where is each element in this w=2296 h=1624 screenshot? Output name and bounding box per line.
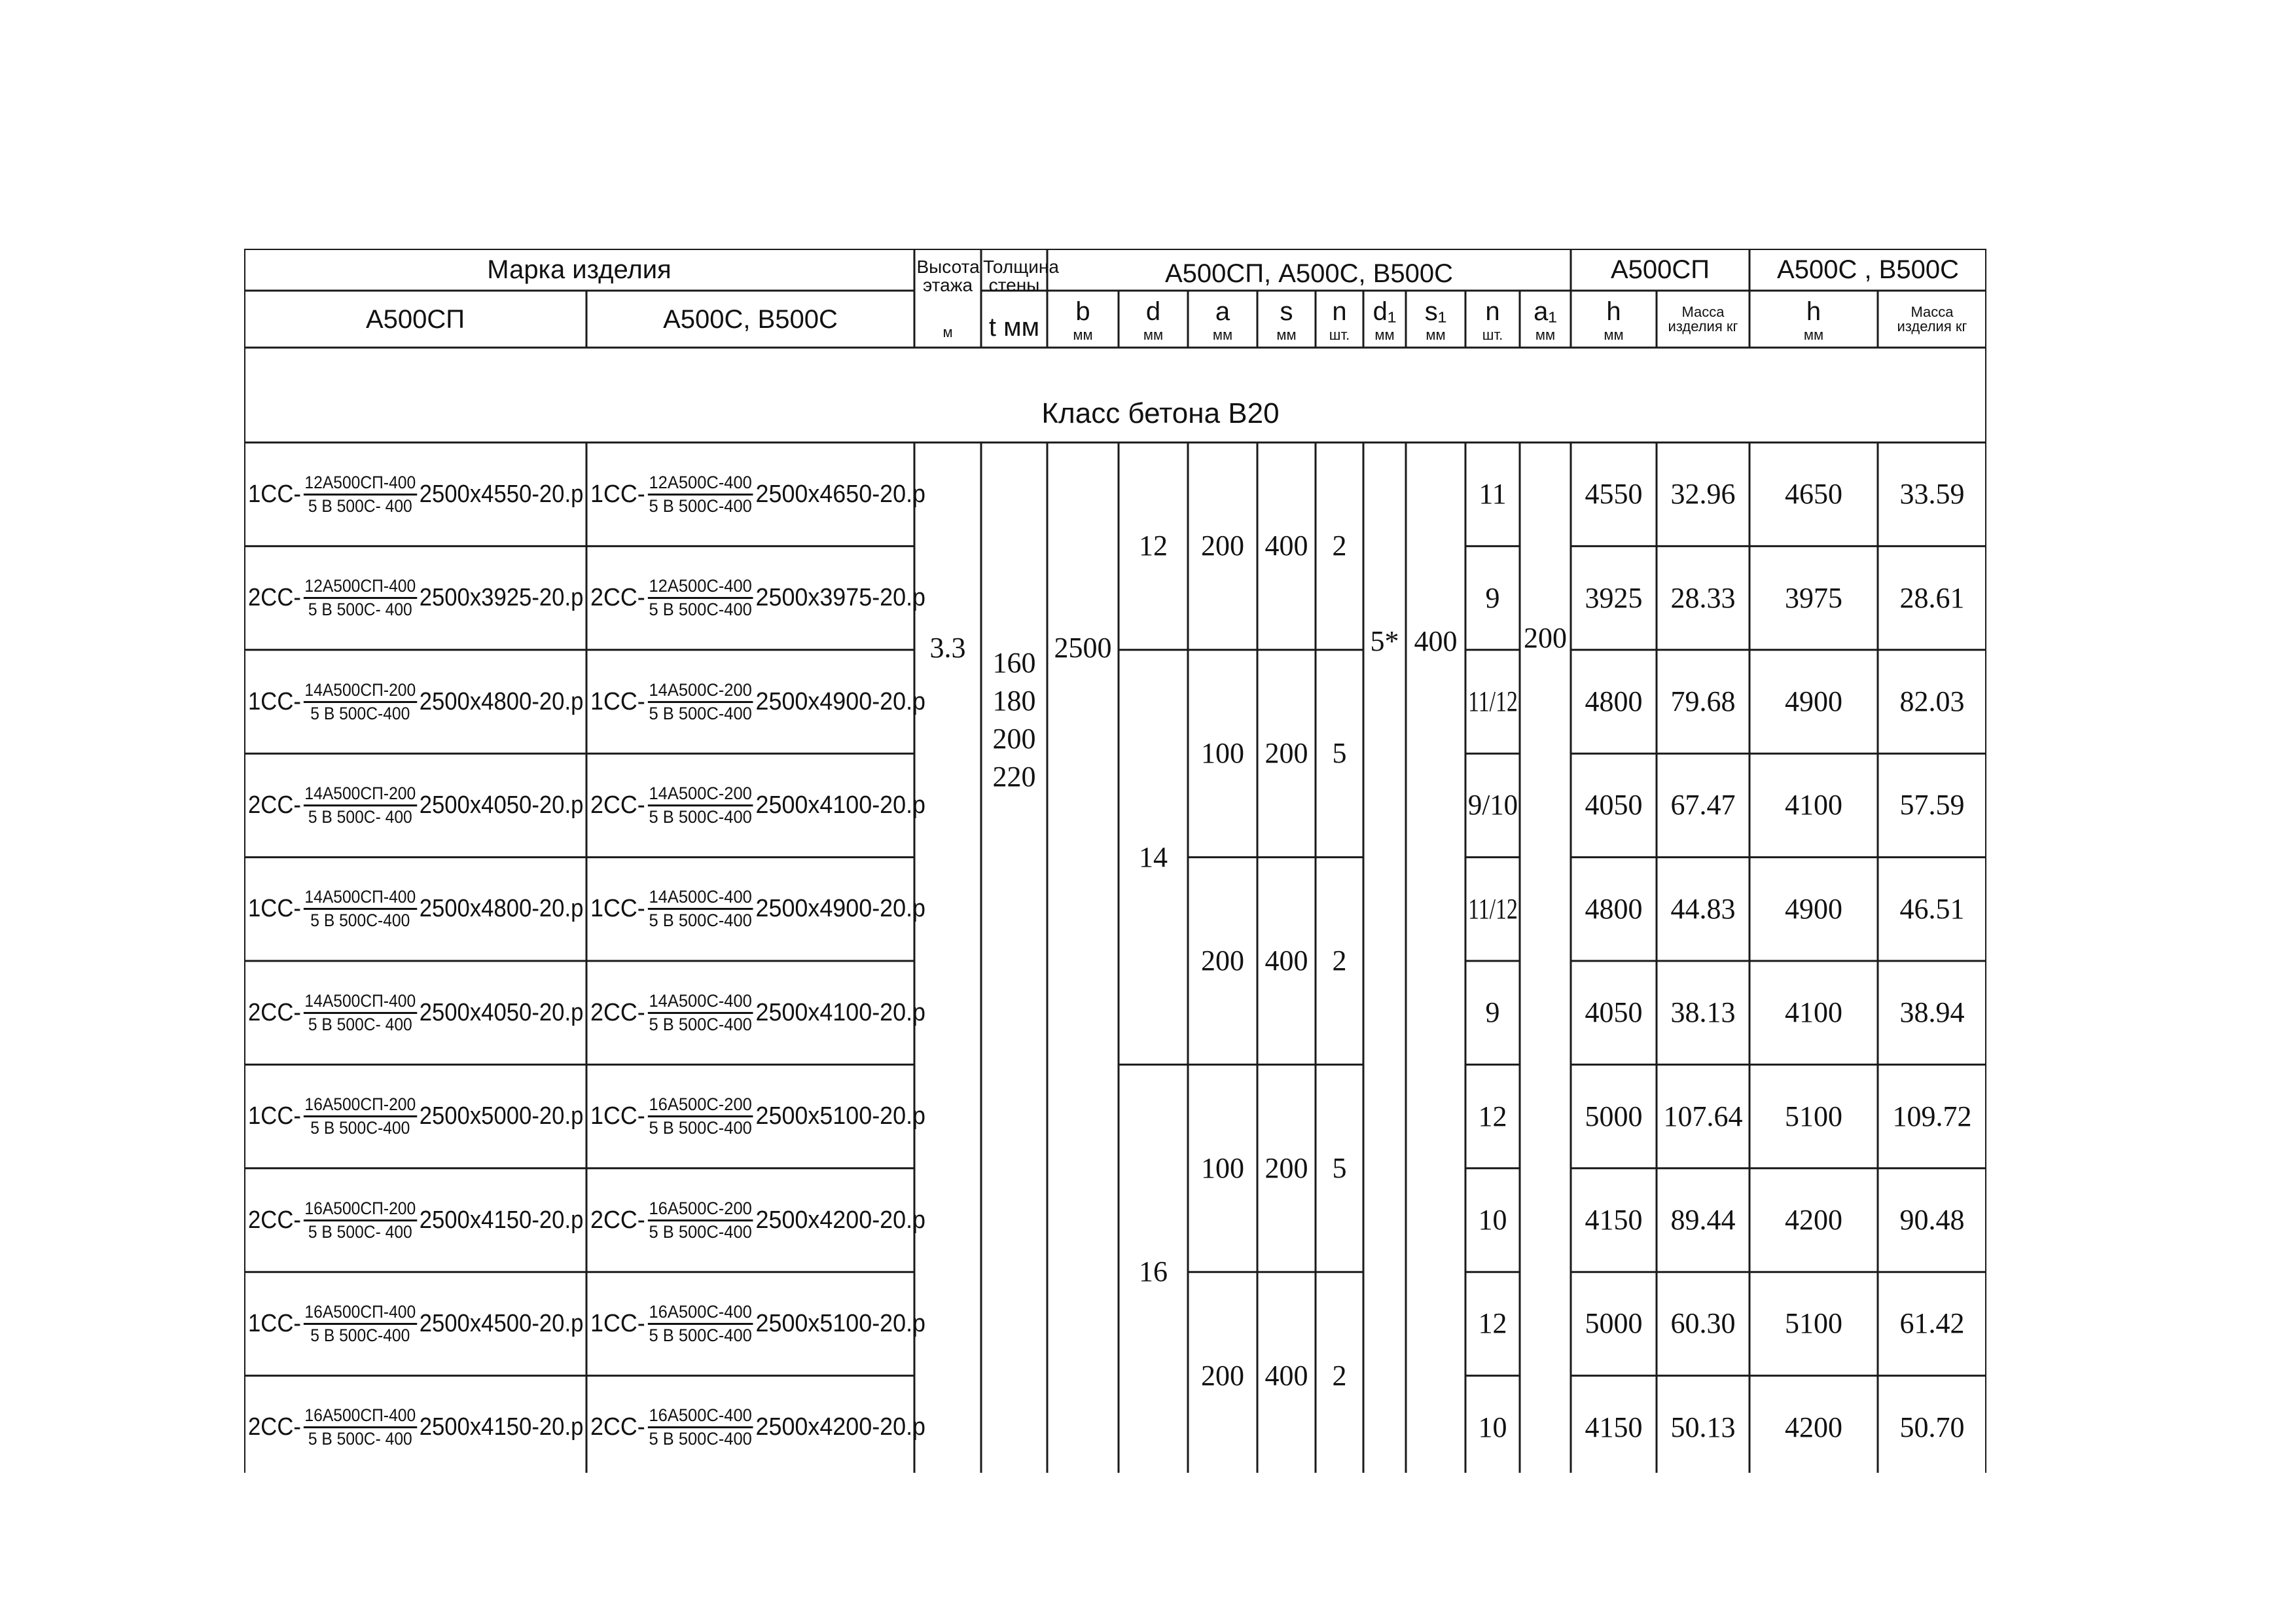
mark-denominator: 5 В 500С-400: [649, 1118, 752, 1138]
d-value: 14: [1139, 840, 1168, 873]
header-height-unit: м: [942, 324, 953, 340]
mark-fraction: [304, 1405, 417, 1449]
mark-a500sp: [248, 779, 583, 831]
mark-numerator: 12А500С-400: [648, 473, 753, 496]
header-h-s-symbol: h: [1806, 297, 1821, 326]
mark-denominator: 5 В 500С-400: [649, 1429, 752, 1449]
mark-prefix: 2СС-: [590, 1413, 645, 1441]
mark-denominator: 5 В 500С-400: [310, 1325, 410, 1345]
mark-numerator: 14А500С-200: [648, 784, 753, 806]
header-col-symbol: s₁: [1424, 297, 1447, 326]
header-mass-s: Масса изделия кг: [1897, 304, 1967, 334]
header-col-unit: мм: [1212, 327, 1233, 343]
header-col-unit: мм: [1535, 327, 1556, 343]
mark-suffix: 2500х4050-20.р: [419, 998, 584, 1026]
mark-suffix: 2500х4900-20.р: [755, 895, 926, 923]
mark-suffix: 2500х4100-20.р: [755, 791, 926, 819]
mark-a500s: [590, 883, 925, 935]
h-a500s: 4100: [1785, 789, 1842, 821]
mark-a500s: [590, 1401, 925, 1454]
wall-thickness-list-part: 180: [992, 685, 1036, 717]
mark-fraction: [304, 887, 417, 931]
a-value: 200: [1201, 945, 1244, 977]
mark-fraction: [648, 680, 753, 724]
a-value: 200: [1201, 1359, 1244, 1392]
a-value: 200: [1201, 530, 1244, 562]
mark-suffix: 2500х4200-20.р: [755, 1413, 926, 1441]
mark-a500s: [590, 676, 925, 728]
mark-a500sp: [248, 1297, 583, 1350]
mark-suffix: 2500х5100-20.р: [755, 1102, 926, 1130]
header-col-unit: мм: [1374, 327, 1395, 343]
mark-denominator: 5 В 500С-400: [310, 911, 410, 931]
mark-prefix: 2СС-: [248, 1413, 301, 1441]
mark-prefix: 2СС-: [248, 791, 301, 819]
mark-suffix: 2500х4150-20.р: [419, 1206, 584, 1234]
h-a500sp: 4800: [1585, 892, 1643, 925]
n2-value: 11: [1479, 478, 1507, 511]
h-a500s: 3975: [1785, 581, 1842, 614]
header-h-sp-symbol: h: [1606, 297, 1621, 326]
floor-height: 3.3: [929, 632, 966, 664]
mark-numerator: 12А500СП-400: [304, 473, 417, 496]
mark-numerator: 16А500С-400: [648, 1302, 753, 1325]
mark-fraction: [648, 991, 753, 1035]
mark-fraction: [648, 473, 753, 516]
reinforcement-table: [244, 249, 1986, 1473]
mark-fraction: [304, 784, 417, 827]
mark-suffix: 2500х3975-20.р: [755, 584, 926, 612]
n2-value: 11/12: [1467, 685, 1518, 717]
mark-a500s: [590, 779, 925, 831]
mark-denominator: 5 В 500С- 400: [308, 600, 412, 620]
mark-numerator: 14А500С-400: [648, 991, 753, 1014]
mark-denominator: 5 В 500С- 400: [308, 1429, 412, 1449]
mark-numerator: 12А500С-400: [648, 576, 753, 599]
header-col-symbol: d₁: [1372, 297, 1397, 326]
mark-denominator: 5 В 500С-400: [649, 1014, 752, 1034]
h-a500sp: 4050: [1585, 996, 1643, 1029]
mark-a500s: [590, 986, 925, 1039]
s-value: 200: [1265, 737, 1308, 770]
mark-fraction: [304, 1302, 417, 1346]
mark-a500sp: [248, 1194, 583, 1246]
mark-fraction: [648, 1302, 753, 1346]
mark-denominator: 5 В 500С-400: [649, 911, 752, 931]
mark-a500sp: [248, 468, 583, 520]
mass-a500sp: 32.96: [1670, 478, 1736, 511]
s-value: 400: [1265, 530, 1308, 562]
wall-thickness-list-part: 200: [992, 723, 1036, 755]
wall-thickness-list-part: 160: [992, 647, 1036, 679]
mark-suffix: 2500х4100-20.р: [755, 998, 926, 1026]
mark-suffix: 2500х5100-20.р: [755, 1309, 926, 1337]
mass-a500s: 61.42: [1899, 1307, 1965, 1340]
mark-prefix: 1СС-: [248, 1309, 301, 1337]
mass-a500sp: 79.68: [1670, 685, 1736, 717]
mass-a500sp: 38.13: [1670, 996, 1736, 1029]
mark-prefix: 2СС-: [590, 791, 645, 819]
header-thick-unit: t мм: [988, 313, 1040, 342]
h-a500sp: 4150: [1585, 1204, 1643, 1236]
mark-denominator: 5 В 500С-400: [649, 806, 752, 827]
mark-denominator: 5 В 500С- 400: [308, 1014, 412, 1034]
mark-suffix: 2500х5000-20.р: [419, 1102, 584, 1130]
header-col-unit: мм: [1276, 327, 1297, 343]
a-value: 100: [1201, 1151, 1244, 1184]
mark-a500sp: [248, 572, 583, 624]
n-value: 2: [1332, 530, 1347, 562]
mark-denominator: 5 В 500С-400: [649, 1221, 752, 1242]
header-mass-sp: Масса изделия кг: [1668, 304, 1738, 334]
mark-numerator: 16А500С-200: [648, 1199, 753, 1221]
mass-a500s: 57.59: [1899, 789, 1965, 821]
mark-numerator: 12А500СП-400: [304, 576, 417, 599]
n2-value: 12: [1478, 1100, 1507, 1132]
mark-suffix: 2500х3925-20.р: [419, 584, 584, 612]
mass-a500sp: 67.47: [1670, 789, 1736, 821]
n2-value: 9: [1485, 996, 1500, 1029]
mark-a500s: [590, 572, 925, 624]
n2-value: 9: [1485, 581, 1500, 614]
n-value: 5: [1332, 1151, 1347, 1184]
mark-prefix: 2СС-: [248, 584, 301, 612]
mark-fraction: [304, 576, 417, 620]
mark-a500sp: [248, 1091, 583, 1143]
mark-denominator: 5 В 500С- 400: [308, 806, 412, 827]
mass-a500s: 50.70: [1899, 1411, 1965, 1443]
mass-a500sp: 28.33: [1670, 581, 1736, 614]
n2-value: 10: [1478, 1411, 1507, 1443]
mass-a500sp: 60.30: [1670, 1307, 1736, 1340]
h-a500sp: 5000: [1585, 1100, 1643, 1132]
mark-prefix: 1СС-: [590, 687, 645, 715]
h-a500sp: 3925: [1585, 581, 1643, 614]
mass-a500s: 46.51: [1899, 892, 1965, 925]
header-col-unit: шт.: [1329, 327, 1350, 343]
mark-numerator: 14А500С-200: [648, 680, 753, 703]
mark-prefix: 1СС-: [590, 1102, 645, 1130]
wall-thickness-list: [993, 644, 1036, 796]
mark-prefix: 1СС-: [248, 1102, 301, 1130]
mark-denominator: 5 В 500С-400: [649, 703, 752, 723]
h-a500s: 4100: [1785, 996, 1842, 1029]
n-value: 5: [1332, 737, 1347, 770]
mass-a500sp: 89.44: [1670, 1204, 1736, 1236]
mark-prefix: 1СС-: [248, 895, 301, 923]
d-value: 12: [1139, 530, 1168, 562]
h-a500s: 4200: [1785, 1411, 1842, 1443]
s-value: 400: [1265, 945, 1308, 977]
a-value: 100: [1201, 737, 1244, 770]
mark-denominator: 5 В 500С-400: [649, 1325, 752, 1345]
header-marka: Марка изделия: [487, 255, 672, 284]
h-a500s: 4900: [1785, 892, 1842, 925]
h-a500sp: 5000: [1585, 1307, 1643, 1340]
n2-value: 11/12: [1467, 892, 1518, 925]
header-col-symbol: a₁: [1534, 297, 1557, 326]
h-a500s: 4200: [1785, 1204, 1842, 1236]
header-h-sp-unit: мм: [1604, 327, 1624, 343]
mark-fraction: [304, 473, 417, 516]
header-height-label: Высота этажа: [916, 257, 980, 295]
mark-denominator: 5 В 500С-400: [649, 600, 752, 620]
h-a500s: 5100: [1785, 1307, 1842, 1340]
mark-fraction: [648, 1405, 753, 1449]
mark-numerator: 16А500СП-200: [304, 1199, 417, 1221]
h-a500sp: 4800: [1585, 685, 1643, 717]
mark-prefix: 2СС-: [590, 1206, 645, 1234]
mark-a500sp: [248, 986, 583, 1039]
mark-a500s: [590, 468, 925, 520]
mass-a500s: 82.03: [1899, 685, 1965, 717]
mass-a500s: 38.94: [1899, 996, 1965, 1029]
mark-a500s: [590, 1091, 925, 1143]
mass-a500s: 33.59: [1899, 478, 1965, 511]
a1-value: 200: [1524, 622, 1567, 654]
header-a500s-b500s: А500С, В500С: [663, 305, 838, 334]
n-value: 2: [1332, 945, 1347, 977]
h-a500sp: 4050: [1585, 789, 1643, 821]
header-h-s-unit: мм: [1803, 327, 1824, 343]
mark-a500sp: [248, 676, 583, 728]
mark-suffix: 2500х4200-20.р: [755, 1206, 926, 1234]
mark-numerator: 16А500СП-200: [304, 1094, 417, 1117]
header-thick-label: Толщина стены: [983, 257, 1059, 295]
mark-numerator: 14А500СП-400: [304, 887, 417, 910]
mark-a500sp: [248, 1401, 583, 1454]
mark-fraction: [304, 1199, 417, 1242]
mass-a500sp: 107.64: [1663, 1100, 1743, 1132]
s-value: 400: [1265, 1359, 1308, 1392]
mark-suffix: 2500х4900-20.р: [755, 687, 926, 715]
header-col-symbol: s: [1280, 297, 1293, 326]
mark-prefix: 1СС-: [590, 1309, 645, 1337]
mass-a500s: 28.61: [1899, 581, 1965, 614]
mark-numerator: 16А500СП-400: [304, 1302, 417, 1325]
mark-fraction: [648, 887, 753, 931]
header-col-unit: мм: [1073, 327, 1093, 343]
header-a500sp: А500СП: [365, 305, 465, 334]
s1-value: 400: [1414, 625, 1458, 657]
b-value: 2500: [1054, 632, 1112, 664]
mark-prefix: 2СС-: [248, 998, 301, 1026]
header-col-unit: мм: [1426, 327, 1446, 343]
mark-suffix: 2500х4500-20.р: [419, 1309, 584, 1337]
mark-prefix: 2СС-: [590, 584, 645, 612]
mark-fraction: [648, 1199, 753, 1242]
mark-a500sp: [248, 883, 583, 935]
mark-denominator: 5 В 500С-400: [310, 703, 410, 723]
mark-a500s: [590, 1297, 925, 1350]
mass-a500s: 90.48: [1899, 1204, 1965, 1236]
mark-numerator: 14А500С-400: [648, 887, 753, 910]
header-col-symbol: a: [1215, 297, 1230, 326]
header-group-s: А500С , В500С: [1777, 255, 1959, 284]
header-col-symbol: n: [1485, 297, 1500, 326]
mark-fraction: [648, 576, 753, 620]
mark-numerator: 16А500С-400: [648, 1405, 753, 1428]
mark-suffix: 2500х4550-20.р: [419, 480, 584, 508]
mass-a500sp: 50.13: [1670, 1411, 1736, 1443]
mark-denominator: 5 В 500С- 400: [308, 496, 412, 516]
mass-a500s: 109.72: [1892, 1100, 1972, 1132]
mark-a500s: [590, 1194, 925, 1246]
mark-fraction: [304, 1094, 417, 1138]
mark-suffix: 2500х4800-20.р: [419, 895, 584, 923]
mark-prefix: 1СС-: [248, 480, 301, 508]
mark-suffix: 2500х4050-20.р: [419, 791, 584, 819]
mark-numerator: 16А500С-200: [648, 1094, 753, 1117]
n2-value: 9/10: [1467, 789, 1518, 821]
mark-suffix: 2500х4150-20.р: [419, 1413, 584, 1441]
header-col-symbol: d: [1145, 297, 1161, 326]
mark-prefix: 1СС-: [590, 480, 645, 508]
header-group-all: А500СП, А500С, В500С: [1164, 259, 1454, 288]
mark-denominator: 5 В 500С- 400: [308, 1221, 412, 1242]
mark-suffix: 2500х4800-20.р: [419, 687, 584, 715]
h-a500sp: 4150: [1585, 1411, 1643, 1443]
n2-value: 12: [1478, 1307, 1507, 1340]
table-grid: [244, 249, 1986, 1473]
mark-prefix: 2СС-: [590, 998, 645, 1026]
mark-numerator: 14А500СП-200: [304, 680, 417, 703]
mark-fraction: [304, 991, 417, 1035]
header-group-sp: А500СП: [1610, 255, 1710, 284]
mark-fraction: [304, 680, 417, 724]
mark-fraction: [648, 784, 753, 827]
mark-prefix: 1СС-: [248, 687, 301, 715]
mark-numerator: 16А500СП-400: [304, 1405, 417, 1428]
h-a500s: 5100: [1785, 1100, 1842, 1132]
s-value: 200: [1265, 1151, 1308, 1184]
mark-prefix: 1СС-: [590, 895, 645, 923]
mass-a500sp: 44.83: [1670, 892, 1736, 925]
h-a500sp: 4550: [1585, 478, 1643, 511]
mark-fraction: [648, 1094, 753, 1138]
h-a500s: 4650: [1785, 478, 1842, 511]
mark-prefix: 2СС-: [248, 1206, 301, 1234]
d-value: 16: [1139, 1255, 1168, 1288]
header-col-unit: шт.: [1482, 327, 1503, 343]
concrete-class-band: Класс бетона В20: [1041, 397, 1280, 429]
header-col-unit: мм: [1143, 327, 1164, 343]
header-col-symbol: b: [1075, 297, 1090, 326]
mark-numerator: 14А500СП-200: [304, 784, 417, 806]
n2-value: 10: [1478, 1204, 1507, 1236]
mark-suffix: 2500х4650-20.р: [755, 480, 926, 508]
h-a500s: 4900: [1785, 685, 1842, 717]
wall-thickness-list-part: 220: [992, 761, 1036, 793]
header-col-symbol: n: [1332, 297, 1347, 326]
mark-denominator: 5 В 500С-400: [649, 496, 752, 516]
d1-value: 5*: [1370, 625, 1399, 657]
mark-denominator: 5 В 500С-400: [310, 1118, 410, 1138]
n-value: 2: [1332, 1359, 1347, 1392]
mark-numerator: 14А500СП-400: [304, 991, 417, 1014]
